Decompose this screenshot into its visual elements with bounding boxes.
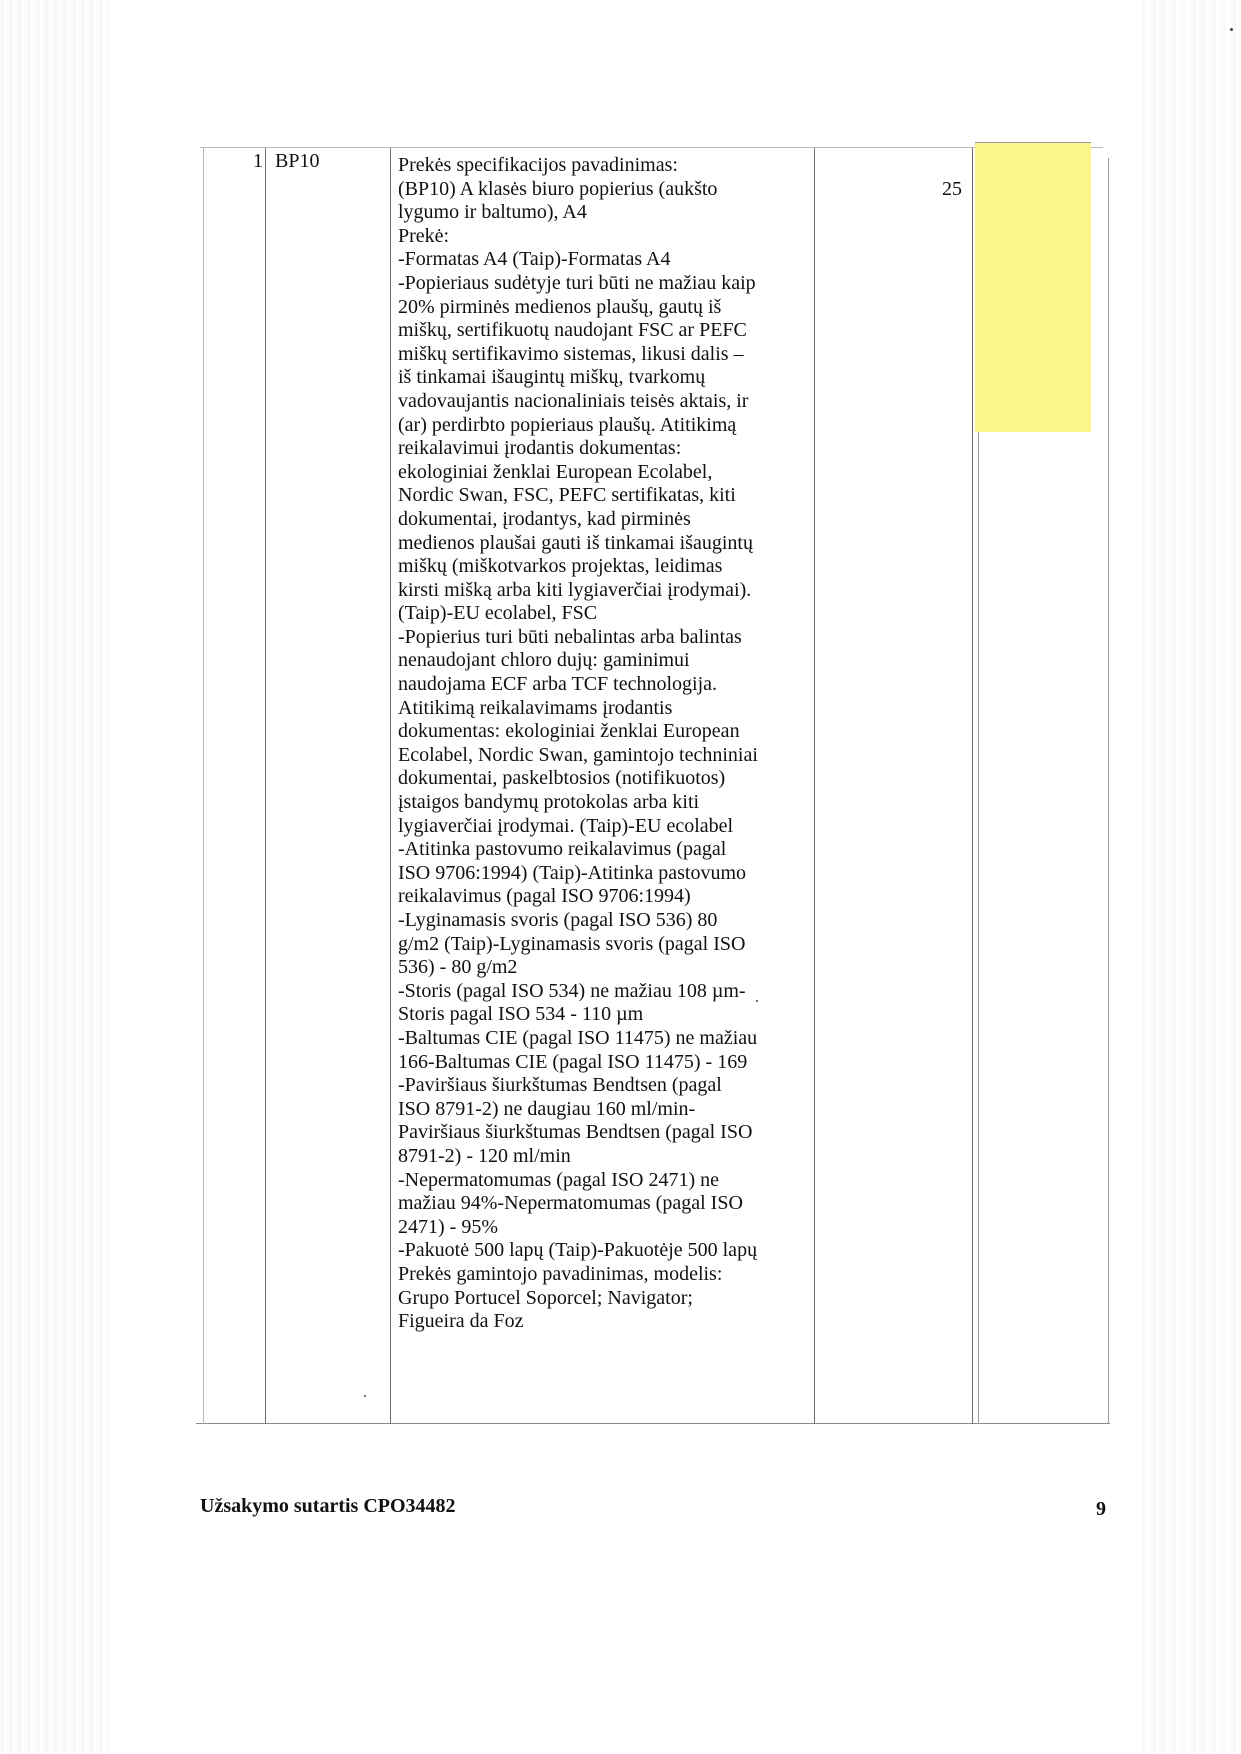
description-line: 8791-2) - 120 ml/min <box>398 1144 571 1167</box>
description-line: dokumentai, paskelbtosios (notifikuotos) <box>398 767 726 790</box>
description-line: lygiaverčiai įrodymai. (Taip)-EU ecolabel <box>398 814 734 837</box>
description-line: -Lyginamasis svoris (pagal ISO 536) 80 <box>398 909 718 931</box>
table-col-rule-2 <box>390 148 391 1424</box>
table-col-rule-4 <box>972 148 973 1424</box>
description-line: -Nepermatomumas (pagal ISO 2471) ne <box>398 1168 720 1191</box>
description-line: (BP10) A klasės biuro popierius (aukšto <box>398 177 718 200</box>
product-description <box>398 154 818 1334</box>
sticky-note-edge <box>975 142 1091 143</box>
description-line: Paviršiaus šiurkštumas Bendtsen (pagal ISO <box>398 1121 753 1144</box>
scan-edge-right <box>1141 0 1241 1754</box>
scan-speck <box>1230 28 1233 31</box>
description-line: -Paviršiaus šiurkštumas Bendtsen (pagal <box>398 1074 722 1097</box>
sticky-note <box>975 142 1091 432</box>
description-line: 20% pirminės medienos plaušų, gautų iš <box>398 295 722 318</box>
description-line: dokumentai, įrodantys, kad pirminės <box>398 507 691 530</box>
description-line: Prekė: <box>398 224 450 247</box>
scan-speck <box>364 1395 366 1397</box>
description-line: miškų (miškotvarkos projektas, leidimas <box>398 555 723 578</box>
description-line: Storis pagal ISO 534 - 110 µm <box>398 1003 644 1026</box>
description-line: (Taip)-EU ecolabel, FSC <box>398 602 598 625</box>
description-line: -Formatas A4 (Taip)-Formatas A4 <box>398 248 671 271</box>
description-line: (ar) perdirbto popieriaus plaušų. Atitikimą <box>398 413 737 436</box>
description-line: miškų, sertifikuotų naudojant FSC ar PEFC <box>398 319 747 342</box>
description-line: Grupo Portucel Soporcel; Navigator; <box>398 1286 693 1309</box>
description-line: -Storis (pagal ISO 534) ne mažiau 108 µm- <box>398 979 746 1002</box>
description-line: 166-Baltumas CIE (pagal ISO 11475) - 169 <box>398 1050 748 1073</box>
description-line: mažiau 94%-Nepermatomumas (pagal ISO <box>398 1192 743 1215</box>
description-line: reikalavimus (pagal ISO 9706:1994) <box>398 885 691 908</box>
description-line: ISO 9706:1994) (Taip)-Atitinka pastovumo <box>398 861 746 884</box>
description-line: -Pakuotė 500 lapų (Taip)-Pakuotėje 500 lapų <box>398 1239 758 1262</box>
description-line: nenaudojant chloro dujų: gaminimui <box>398 649 690 672</box>
description-line: 2471) - 95% <box>398 1215 498 1238</box>
page-number: 9 <box>1096 1498 1106 1520</box>
description-line: Prekės specifikacijos pavadinimas: <box>398 154 678 176</box>
table-top-rule <box>200 147 1103 148</box>
description-line: įstaigos bandymų protokolas arba kiti <box>398 791 700 814</box>
description-line: Figueira da Foz <box>398 1310 524 1333</box>
contract-label: Užsakymo sutartis CPO34482 <box>200 1495 456 1517</box>
description-line: iš tinkamai išaugintų miškų, tvarkomų <box>398 366 706 389</box>
description-line: -Popieriaus sudėtyje turi būti ne mažiau kaip <box>398 271 756 294</box>
scan-edge-left <box>0 0 110 1754</box>
description-line: miškų sertifikavimo sistemas, likusi dalis – <box>398 342 744 365</box>
table-col-rule-1 <box>265 148 266 1424</box>
description-line: ISO 8791-2) ne daugiau 160 ml/min- <box>398 1097 696 1120</box>
description-line: lygumo ir baltumo), A4 <box>398 201 587 224</box>
description-line: reikalavimui įrodantis dokumentas: <box>398 437 682 460</box>
description-line: Ecolabel, Nordic Swan, gamintojo techniniai <box>398 743 758 766</box>
table-right-rule <box>1108 158 1109 1424</box>
description-line: ekologiniai ženklai European Ecolabel, <box>398 460 713 483</box>
row-number: 1 <box>253 150 263 172</box>
description-line: vadovaujantis nacionaliniais teisės aktais, ir <box>398 389 749 412</box>
description-line: -Popierius turi būti nebalintas arba balintas <box>398 625 742 648</box>
table-left-rule <box>203 148 204 1424</box>
description-line: 536) - 80 g/m2 <box>398 956 518 979</box>
description-line: Nordic Swan, FSC, PEFC sertifikatas, kiti <box>398 484 736 507</box>
scan-speck <box>756 1000 758 1002</box>
product-code: BP10 <box>275 150 320 172</box>
description-line: dokumentas: ekologiniai ženklai European <box>398 720 740 743</box>
description-line: kirsti mišką arba kiti lygiaverčiai įrodymai). <box>398 578 752 601</box>
description-line: g/m2 (Taip)-Lyginamasis svoris (pagal ISO <box>398 932 746 955</box>
description-line: medienos plaušai gauti iš tinkamai išaugintų <box>398 531 753 554</box>
description-line: -Atitinka pastovumo reikalavimus (pagal <box>398 838 727 861</box>
description-line: naudojama ECF arba TCF technologija. <box>398 673 718 696</box>
description-line: -Baltumas CIE (pagal ISO 11475) ne mažiau <box>398 1026 758 1049</box>
description-line: Prekės gamintojo pavadinimas, modelis: <box>398 1262 723 1285</box>
quantity: 25 <box>942 178 962 200</box>
description-line: Atitikimą reikalavimams įrodantis <box>398 696 673 719</box>
